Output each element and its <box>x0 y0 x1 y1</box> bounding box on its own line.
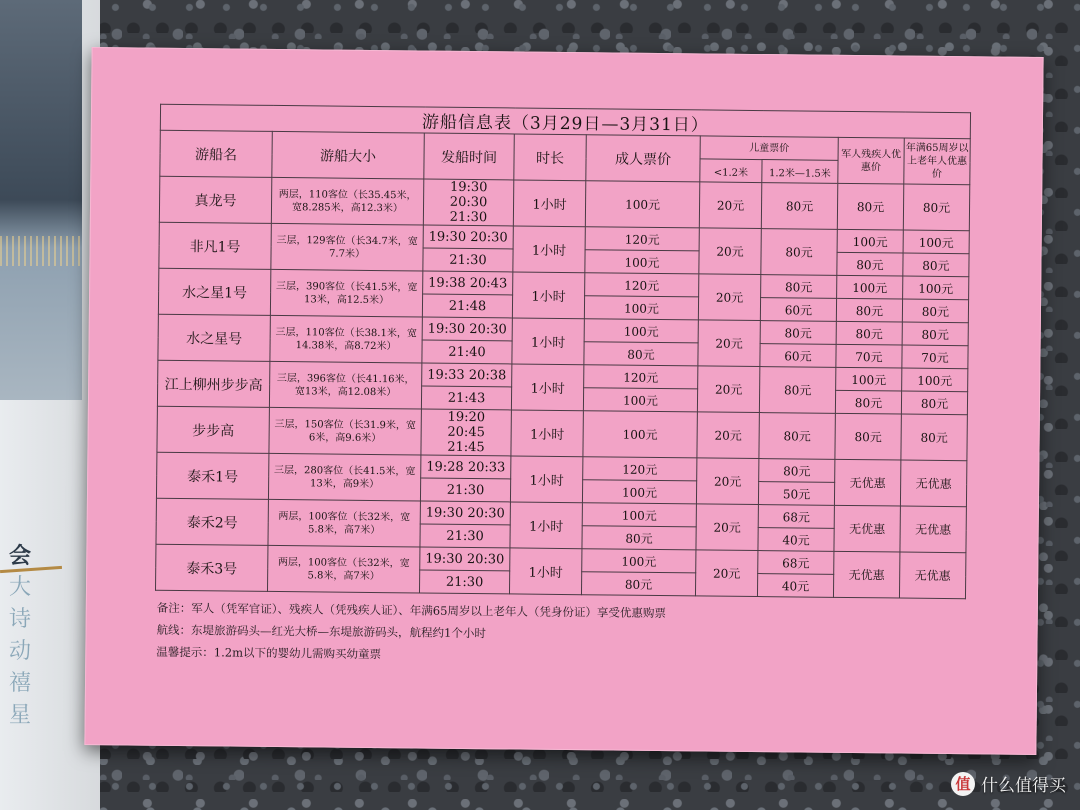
adult-price: 120元 <box>584 365 698 389</box>
departure-time: 21:30 <box>419 570 509 594</box>
adult-price: 100元 <box>584 296 698 320</box>
departure-time: 20:30 <box>449 194 488 211</box>
adult-price: 120元 <box>585 273 699 297</box>
child-price-under: 20元 <box>699 228 761 275</box>
senior-price: 80元 <box>902 322 968 346</box>
boat-size: 两层，110客位（长35.45米，宽8.285米，高12.3米） <box>271 177 423 225</box>
military-price: 80元 <box>837 252 903 276</box>
departure-time: 21:48 <box>422 294 512 318</box>
senior-price: 100元 <box>903 230 969 254</box>
header-military-price: 军人残疾人优惠价 <box>838 137 904 184</box>
child-price-mid: 80元 <box>759 413 835 460</box>
header-departure-time: 发船时间 <box>424 133 514 180</box>
senior-price: 100元 <box>903 276 969 300</box>
child-price-mid: 60元 <box>760 344 836 368</box>
boat-size: 三层，129客位（长34.7米，宽7.7米） <box>271 223 423 271</box>
header-child-1-2-to-1-5m: 1.2米—1.5米 <box>762 160 838 184</box>
adult-price: 100元 <box>583 411 697 458</box>
departure-time: 19:30 20:30 <box>420 547 510 571</box>
table-title: 游船信息表（3月29日—3月31日） <box>160 104 970 138</box>
adult-price: 100元 <box>582 480 696 504</box>
watermark <box>951 771 1066 796</box>
adult-price: 120元 <box>585 227 699 251</box>
duration: 1小时 <box>511 364 583 411</box>
header-boat-size: 游船大小 <box>272 131 424 179</box>
adult-price: 80元 <box>581 572 695 596</box>
military-price: 70元 <box>836 344 902 368</box>
adult-price: 100元 <box>583 388 697 412</box>
flyer-char: 星 <box>8 703 31 728</box>
child-price-mid: 80元 <box>761 183 837 230</box>
header-senior-price: 年满65周岁以上老年人优惠价 <box>904 138 971 185</box>
departure-time: 21:30 <box>420 478 510 502</box>
departure-time: 19:30 <box>449 179 488 196</box>
senior-price: 无优惠 <box>899 552 966 599</box>
child-price-under: 20元 <box>698 274 760 321</box>
pink-paper-sheet <box>84 47 1043 755</box>
child-price-under: 20元 <box>696 504 758 551</box>
departure-time: 21:30 <box>449 209 488 226</box>
note-child-tip: 温馨提示：1.2m以下的婴幼儿需购买幼童票 <box>156 644 382 662</box>
boat-name: 江上柳州步步高 <box>157 360 269 407</box>
duration: 1小时 <box>511 410 583 457</box>
note-discount: 备注：军人（凭军官证）、残疾人（凭残疾人证）、年满65周岁以上老年人（凭身份证）享受优惠购票 <box>156 600 666 621</box>
duration: 1小时 <box>513 226 585 273</box>
notes <box>154 597 965 671</box>
flyer-char: 动 <box>8 639 31 664</box>
senior-price: 80元 <box>903 184 970 231</box>
boat-size: 三层，396客位（长41.16米，宽13米，高12.08米） <box>269 361 421 409</box>
departure-time: 19:33 20:38 <box>422 363 512 387</box>
child-price-mid: 80元 <box>761 229 837 276</box>
duration: 1小时 <box>513 180 585 227</box>
adult-price: 120元 <box>583 457 697 481</box>
watermark-text: 什么值得买 <box>981 776 1066 796</box>
flyer-char: 诗 <box>8 607 31 632</box>
flyer-city-lights <box>0 236 82 266</box>
adult-price: 100元 <box>585 250 699 274</box>
boat-size: 三层，150客位（长31.9米，宽6米，高9.6米） <box>269 407 421 455</box>
departure-time: 21:30 <box>423 248 513 272</box>
boat-name: 泰禾2号 <box>156 498 268 545</box>
child-price-mid: 80元 <box>761 275 837 299</box>
child-price-under: 20元 <box>695 550 757 597</box>
departure-time: 19:30 20:30 <box>423 225 513 249</box>
departure-time: 21:40 <box>422 340 512 364</box>
header-duration: 时长 <box>514 134 586 181</box>
duration: 1小时 <box>509 548 581 595</box>
adult-price: 80元 <box>582 526 696 550</box>
child-price-under: 20元 <box>697 366 759 413</box>
boat-size: 两层，100客位（长32米，宽5.8米，高7米） <box>268 499 420 547</box>
departure-time: 19:30 20:30 <box>420 501 510 525</box>
departure-time: 19:38 20:43 <box>423 271 513 295</box>
boat-name: 水之星1号 <box>158 268 270 315</box>
departure-times <box>423 179 513 226</box>
child-price-under: 20元 <box>698 320 760 367</box>
senior-price: 80元 <box>901 391 967 415</box>
header-boat-name: 游船名 <box>160 130 272 177</box>
departure-time: 20:45 <box>447 424 485 441</box>
departure-times <box>421 409 511 456</box>
senior-price: 80元 <box>901 414 968 461</box>
departure-time: 19:28 20:33 <box>421 455 511 479</box>
child-price-mid: 68元 <box>758 505 834 529</box>
departure-time: 19:20 <box>447 409 486 426</box>
senior-price: 100元 <box>902 368 968 392</box>
military-price: 80元 <box>836 321 902 345</box>
flyer-char: 禧 <box>8 671 31 696</box>
departure-time: 21:43 <box>421 386 511 410</box>
boat-size: 三层，110客位（长38.1米，宽14.38米，高8.72米） <box>270 315 422 363</box>
senior-price: 无优惠 <box>900 460 967 507</box>
boat-rows <box>155 176 969 598</box>
child-price-mid: 50元 <box>758 482 834 506</box>
military-price: 无优惠 <box>834 505 900 552</box>
military-price: 80元 <box>836 298 902 322</box>
adult-price: 100元 <box>584 319 698 343</box>
duration: 1小时 <box>510 456 582 503</box>
departure-time: 19:30 20:30 <box>422 317 512 341</box>
boat-info-sheet <box>154 104 970 671</box>
military-price: 100元 <box>837 275 903 299</box>
boat-size: 三层，390客位（长41.5米，宽13米，高12.5米） <box>270 269 422 317</box>
duration: 1小时 <box>512 318 584 365</box>
child-price-under: 20元 <box>696 458 758 505</box>
boat-size: 两层，100客位（长32米，宽5.8米，高7米） <box>267 545 419 593</box>
boat-info-table <box>155 104 971 599</box>
flyer-char: 大 <box>8 575 31 600</box>
military-price: 80元 <box>835 390 901 414</box>
child-price-mid: 68元 <box>758 551 834 575</box>
military-price: 80元 <box>835 413 901 460</box>
senior-price: 80元 <box>902 299 968 323</box>
duration: 1小时 <box>510 502 582 549</box>
adult-price: 80元 <box>584 342 698 366</box>
senior-price: 80元 <box>903 253 969 277</box>
adult-price: 100元 <box>582 549 696 573</box>
child-price-mid: 40元 <box>757 574 833 598</box>
child-price-mid: 80元 <box>759 459 835 483</box>
child-price-mid: 60元 <box>760 298 836 322</box>
adult-price: 100元 <box>582 503 696 527</box>
boat-name: 步步高 <box>157 406 269 453</box>
child-price-under: 20元 <box>697 412 759 459</box>
adult-price: 100元 <box>585 181 699 228</box>
child-price-mid: 80元 <box>759 367 835 414</box>
departure-time: 21:45 <box>447 439 485 456</box>
senior-price: 70元 <box>902 345 968 369</box>
boat-name: 泰禾1号 <box>156 452 268 499</box>
duration: 1小时 <box>512 272 584 319</box>
header-child-price: 儿童票价 <box>700 136 838 160</box>
header-child-under-1-2m: <1.2米 <box>700 159 762 183</box>
boat-name: 真龙号 <box>159 176 271 223</box>
boat-name: 泰禾3号 <box>155 544 267 591</box>
military-price: 无优惠 <box>834 459 900 506</box>
senior-price: 无优惠 <box>900 506 967 553</box>
note-route: 航线：东堤旅游码头—红光大桥—东堤旅游码头，航程约1个小时 <box>156 622 486 641</box>
military-price: 100元 <box>837 229 903 253</box>
flyer-char: 会 <box>8 543 31 569</box>
child-price-under: 20元 <box>699 182 761 229</box>
military-price: 80元 <box>837 183 903 230</box>
departure-time: 21:30 <box>420 524 510 548</box>
child-price-mid: 40元 <box>758 528 834 552</box>
military-price: 100元 <box>836 367 902 391</box>
boat-name: 非凡1号 <box>159 222 271 269</box>
boat-name: 水之星号 <box>158 314 270 361</box>
header-adult-price: 成人票价 <box>586 135 700 182</box>
child-price-mid: 80元 <box>760 321 836 345</box>
military-price: 无优惠 <box>833 551 899 598</box>
flyer-night-photo <box>0 0 82 400</box>
smzdm-logo-icon: 值 <box>951 772 975 796</box>
boat-size: 三层，280客位（长41.5米，宽13米，高9米） <box>268 453 420 501</box>
